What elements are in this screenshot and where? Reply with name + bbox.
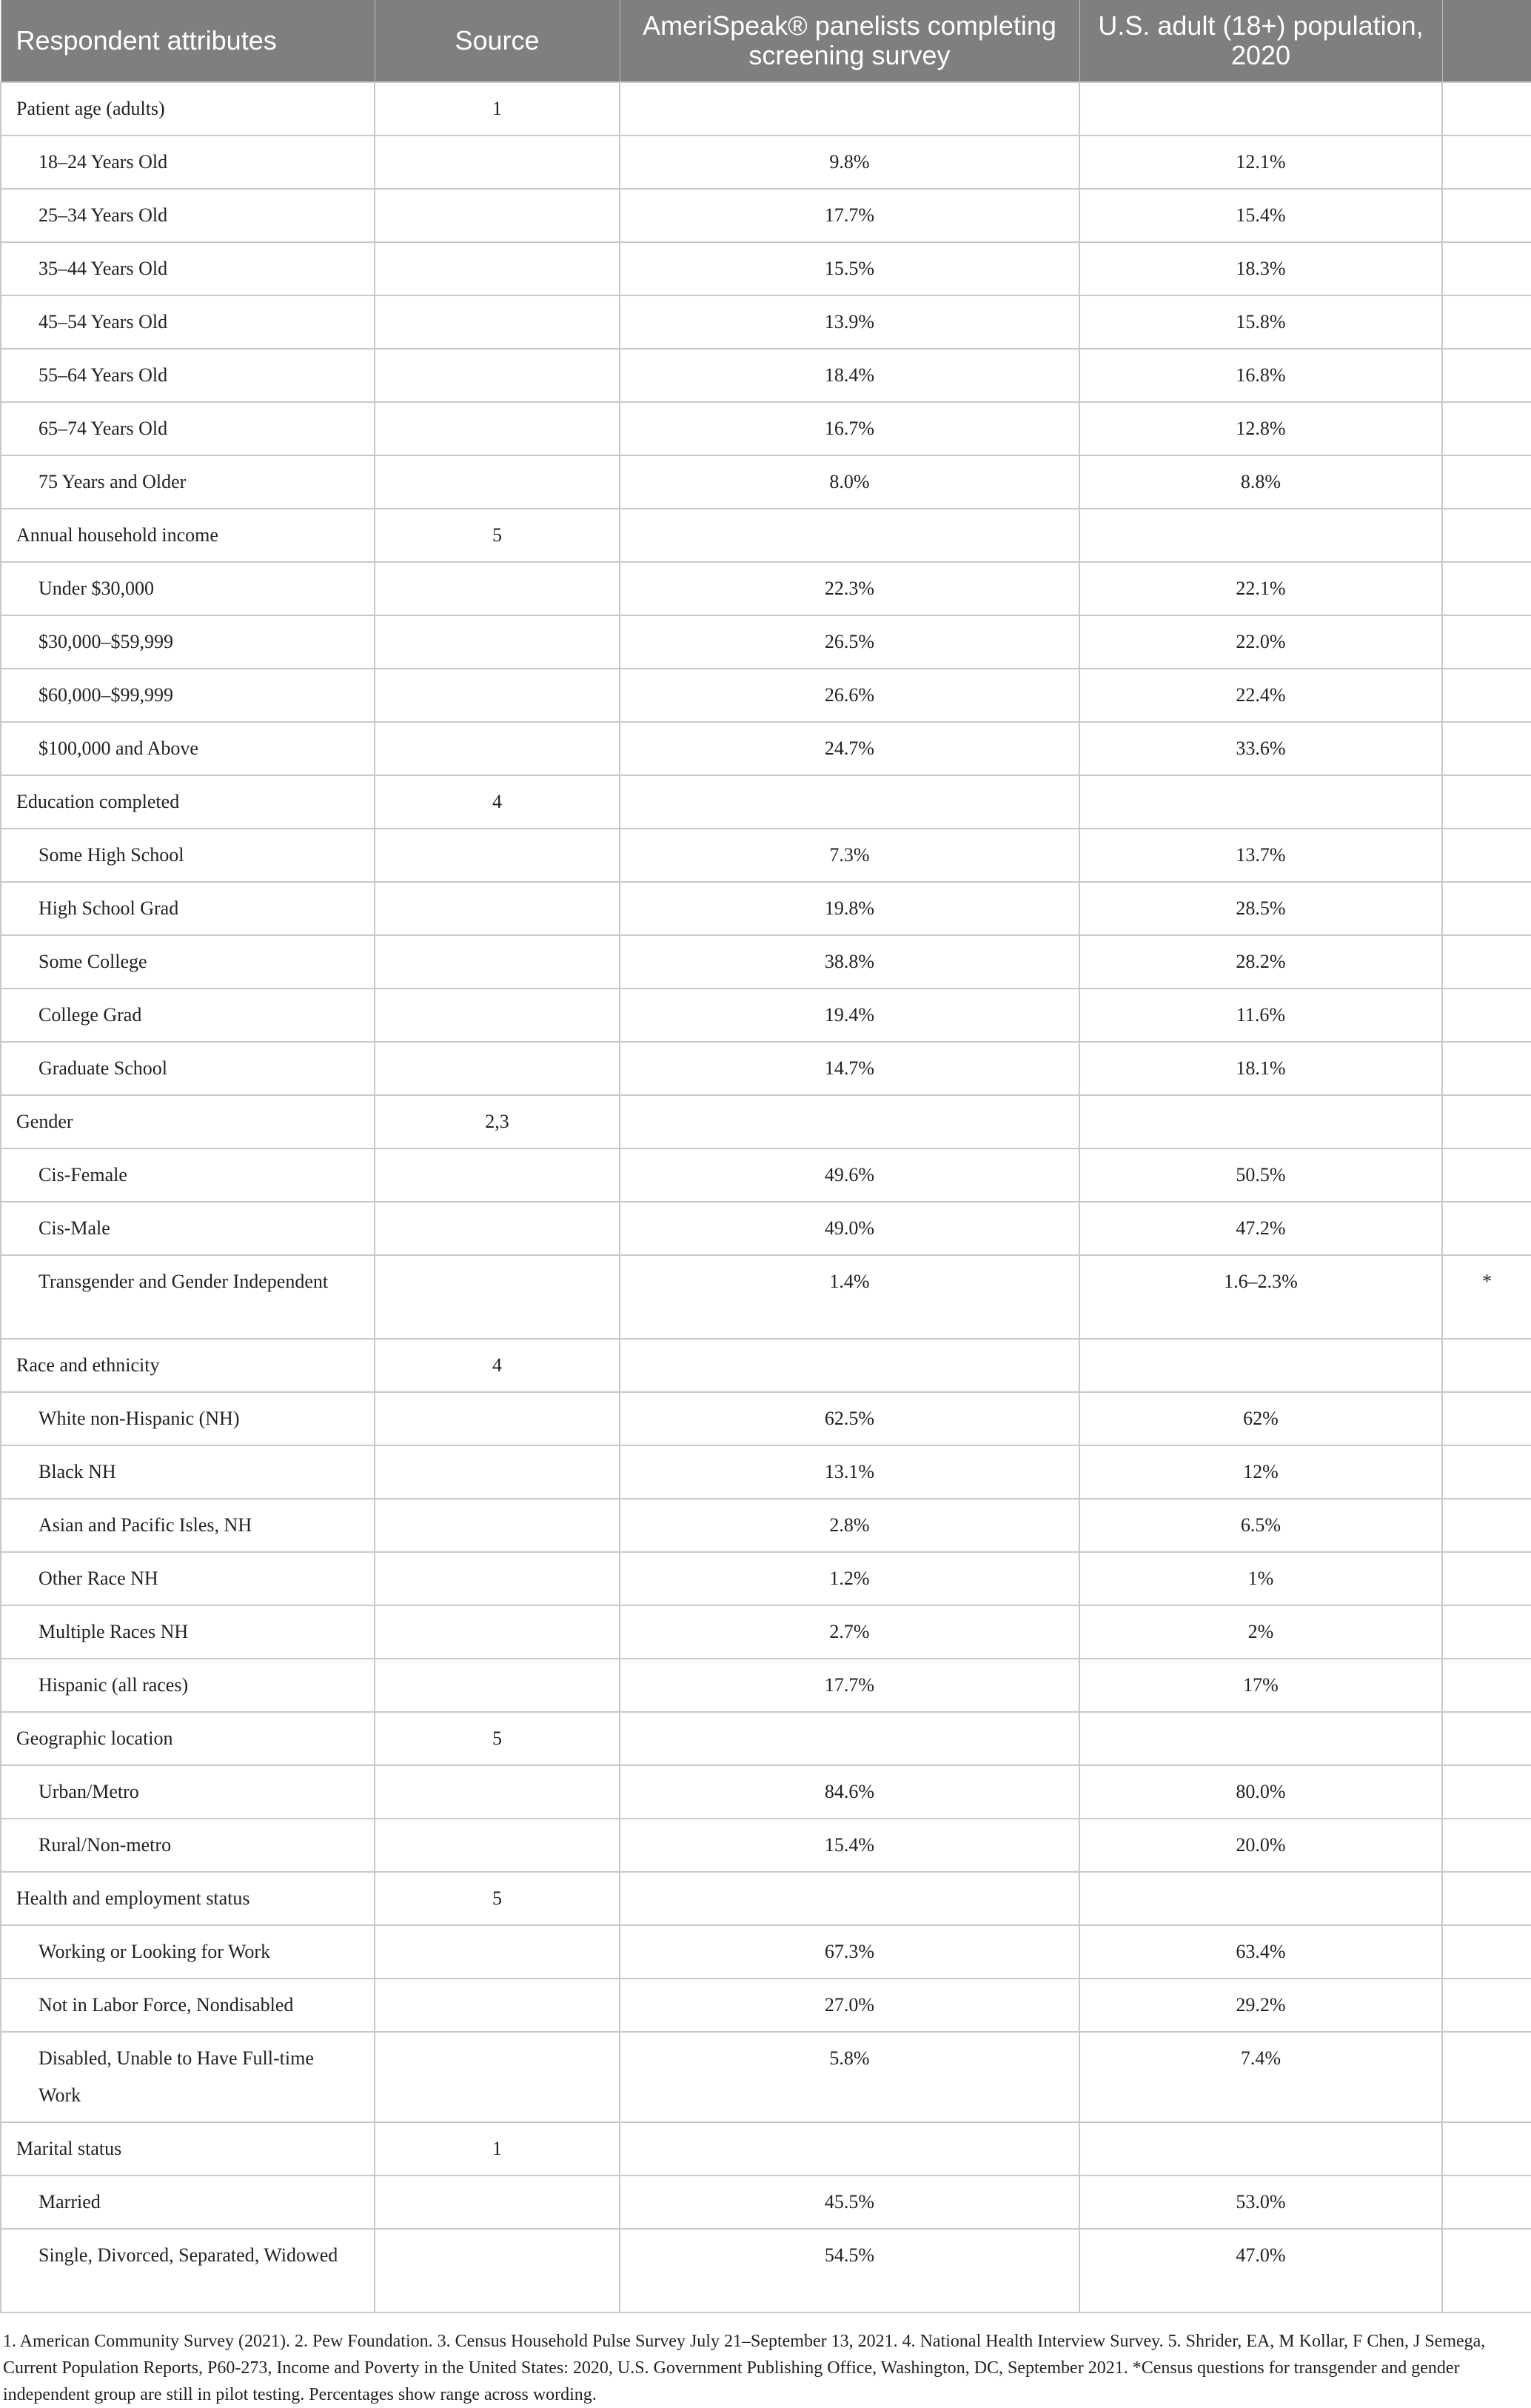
cell-note: *	[1442, 1255, 1531, 1339]
cell-us-population-percent	[1079, 82, 1442, 136]
cell-attribute: Black NH	[1, 1445, 375, 1499]
header-respondent-attributes: Respondent attributes	[1, 0, 375, 82]
cell-us-population-percent: 18.3%	[1079, 242, 1442, 295]
cell-us-population-percent: 13.7%	[1079, 829, 1442, 882]
cell-source: 1	[375, 82, 620, 136]
cell-us-population-percent: 53.0%	[1079, 2175, 1442, 2229]
cell-attribute: Marital status	[1, 2122, 375, 2175]
cell-us-population-percent: 22.4%	[1079, 669, 1442, 722]
cell-panelists-percent: 15.4%	[620, 1819, 1079, 1872]
cell-attribute: High School Grad	[1, 882, 375, 935]
cell-note	[1442, 1872, 1531, 1925]
table-row	[1, 455, 1531, 509]
cell-panelists-percent	[620, 509, 1079, 562]
cell-source: 5	[375, 1712, 620, 1765]
cell-note	[1442, 189, 1531, 242]
cell-us-population-percent	[1079, 1712, 1442, 1765]
cell-source	[375, 562, 620, 615]
cell-panelists-percent	[620, 775, 1079, 829]
cell-us-population-percent: 47.2%	[1079, 1202, 1442, 1255]
cell-panelists-percent: 17.7%	[620, 1659, 1079, 1712]
cell-attribute: Geographic location	[1, 1712, 375, 1765]
table-group-row	[1, 2122, 1531, 2175]
table-row	[1, 1148, 1531, 1202]
table-header	[1, 0, 1531, 82]
cell-us-population-percent: 12.1%	[1079, 136, 1442, 189]
cell-attribute: Some College	[1, 935, 375, 989]
cell-attribute: Not in Labor Force, Nondisabled	[1, 1979, 375, 2032]
cell-attribute: Other Race NH	[1, 1552, 375, 1605]
cell-note	[1442, 402, 1531, 455]
table-row	[1, 829, 1531, 882]
table-row	[1, 402, 1531, 455]
cell-panelists-percent: 18.4%	[620, 349, 1079, 402]
cell-note	[1442, 295, 1531, 349]
cell-us-population-percent	[1079, 1872, 1442, 1925]
cell-note	[1442, 1202, 1531, 1255]
cell-attribute: Education completed	[1, 775, 375, 829]
cell-attribute: $30,000–$59,999	[1, 615, 375, 669]
cell-attribute: Asian and Pacific Isles, NH	[1, 1499, 375, 1552]
cell-note	[1442, 2229, 1531, 2312]
cell-panelists-percent: 13.1%	[620, 1445, 1079, 1499]
table-row	[1, 1552, 1531, 1605]
table-row	[1, 989, 1531, 1042]
header-row	[1, 0, 1531, 82]
cell-attribute: $100,000 and Above	[1, 722, 375, 775]
cell-source	[375, 1552, 620, 1605]
cell-note	[1442, 882, 1531, 935]
table-row	[1, 1979, 1531, 2032]
cell-source: 5	[375, 1872, 620, 1925]
table-row	[1, 1255, 1531, 1339]
cell-attribute: Multiple Races NH	[1, 1605, 375, 1659]
cell-attribute: Cis-Male	[1, 1202, 375, 1255]
cell-us-population-percent	[1079, 775, 1442, 829]
cell-panelists-percent: 7.3%	[620, 829, 1079, 882]
cell-source: 5	[375, 509, 620, 562]
cell-note	[1442, 989, 1531, 1042]
cell-panelists-percent: 45.5%	[620, 2175, 1079, 2229]
table-row	[1, 2229, 1531, 2312]
cell-source	[375, 1392, 620, 1445]
cell-note	[1442, 136, 1531, 189]
table-row	[1, 722, 1531, 775]
cell-source	[375, 829, 620, 882]
cell-us-population-percent: 12.8%	[1079, 402, 1442, 455]
cell-panelists-percent: 9.8%	[620, 136, 1079, 189]
cell-us-population-percent: 20.0%	[1079, 1819, 1442, 1872]
cell-note	[1442, 2032, 1531, 2122]
cell-attribute: Single, Divorced, Separated, Widowed	[1, 2229, 375, 2312]
cell-source	[375, 1445, 620, 1499]
cell-us-population-percent: 47.0%	[1079, 2229, 1442, 2312]
cell-us-population-percent: 12%	[1079, 1445, 1442, 1499]
cell-us-population-percent: 8.8%	[1079, 455, 1442, 509]
cell-panelists-percent: 49.0%	[620, 1202, 1079, 1255]
table-row	[1, 2032, 1531, 2122]
cell-note	[1442, 1445, 1531, 1499]
cell-us-population-percent: 1%	[1079, 1552, 1442, 1605]
cell-panelists-percent: 1.2%	[620, 1552, 1079, 1605]
cell-panelists-percent: 17.7%	[620, 189, 1079, 242]
cell-panelists-percent: 49.6%	[620, 1148, 1079, 1202]
cell-panelists-percent	[620, 82, 1079, 136]
cell-us-population-percent: 15.8%	[1079, 295, 1442, 349]
table-row	[1, 1925, 1531, 1979]
cell-note	[1442, 1552, 1531, 1605]
cell-panelists-percent: 15.5%	[620, 242, 1079, 295]
cell-attribute: Graduate School	[1, 1042, 375, 1095]
table-footnote: 1. American Community Survey (2021). 2. Pew Foundation. 3. Census Household Pulse Survey July 21–September 13, 2021. 4. National Health Interview Survey. 5. Shrider, EA, M Kollar, F Chen, J Semega, Current Population Reports, P60-273, Income and Poverty in the United States: 2020, U.S. Government Publishing Office, Washington, DC, September 2021. *Census questions for transgender and gender independent group are still in pilot testing. Percentages show range across wording.	[3, 2332, 1486, 2404]
cell-attribute: 75 Years and Older	[1, 455, 375, 509]
table-row	[1, 1659, 1531, 1712]
cell-us-population-percent: 7.4%	[1079, 2032, 1442, 2122]
table-row	[1, 669, 1531, 722]
cell-note	[1442, 1712, 1531, 1765]
cell-us-population-percent: 17%	[1079, 1659, 1442, 1712]
table-group-row	[1, 1872, 1531, 1925]
cell-source	[375, 882, 620, 935]
table-group-row	[1, 1712, 1531, 1765]
cell-us-population-percent	[1079, 2122, 1442, 2175]
cell-panelists-percent: 16.7%	[620, 402, 1079, 455]
cell-source	[375, 669, 620, 722]
cell-panelists-percent	[620, 1712, 1079, 1765]
cell-panelists-percent	[620, 2122, 1079, 2175]
cell-note	[1442, 1659, 1531, 1712]
cell-note	[1442, 615, 1531, 669]
cell-source	[375, 242, 620, 295]
cell-attribute: Race and ethnicity	[1, 1339, 375, 1392]
cell-source: 4	[375, 1339, 620, 1392]
cell-note	[1442, 1765, 1531, 1819]
cell-source	[375, 1659, 620, 1712]
header-source: Source	[375, 0, 620, 82]
cell-attribute: Patient age (adults)	[1, 82, 375, 136]
cell-note	[1442, 509, 1531, 562]
cell-attribute: Urban/Metro	[1, 1765, 375, 1819]
cell-attribute: 65–74 Years Old	[1, 402, 375, 455]
cell-panelists-percent: 1.4%	[620, 1255, 1079, 1339]
cell-source	[375, 722, 620, 775]
cell-panelists-percent: 38.8%	[620, 935, 1079, 989]
cell-note	[1442, 2122, 1531, 2175]
cell-us-population-percent: 28.2%	[1079, 935, 1442, 989]
cell-note	[1442, 1148, 1531, 1202]
cell-source	[375, 1499, 620, 1552]
cell-source	[375, 1979, 620, 2032]
cell-panelists-percent: 19.8%	[620, 882, 1079, 935]
cell-note	[1442, 1925, 1531, 1979]
cell-attribute: College Grad	[1, 989, 375, 1042]
cell-attribute: 25–34 Years Old	[1, 189, 375, 242]
table-group-row	[1, 1095, 1531, 1148]
cell-note	[1442, 1339, 1531, 1392]
cell-attribute: 45–54 Years Old	[1, 295, 375, 349]
cell-attribute: White non-Hispanic (NH)	[1, 1392, 375, 1445]
cell-panelists-percent: 62.5%	[620, 1392, 1079, 1445]
cell-panelists-percent: 84.6%	[620, 1765, 1079, 1819]
cell-source	[375, 615, 620, 669]
cell-attribute: Disabled, Unable to Have Full-time Work	[1, 2032, 375, 2122]
cell-note	[1442, 455, 1531, 509]
cell-panelists-percent: 19.4%	[620, 989, 1079, 1042]
cell-us-population-percent: 16.8%	[1079, 349, 1442, 402]
cell-panelists-percent: 5.8%	[620, 2032, 1079, 2122]
header-notes	[1442, 0, 1531, 82]
table-row	[1, 1765, 1531, 1819]
cell-panelists-percent: 54.5%	[620, 2229, 1079, 2312]
cell-source	[375, 2175, 620, 2229]
cell-panelists-percent: 26.6%	[620, 669, 1079, 722]
cell-source: 4	[375, 775, 620, 829]
cell-source: 2,3	[375, 1095, 620, 1148]
cell-attribute: Working or Looking for Work	[1, 1925, 375, 1979]
cell-note	[1442, 1392, 1531, 1445]
cell-source	[375, 2032, 620, 2122]
cell-note	[1442, 242, 1531, 295]
cell-source: 1	[375, 2122, 620, 2175]
cell-us-population-percent: 63.4%	[1079, 1925, 1442, 1979]
cell-panelists-percent: 22.3%	[620, 562, 1079, 615]
cell-us-population-percent: 29.2%	[1079, 1979, 1442, 2032]
cell-panelists-percent	[620, 1339, 1079, 1392]
cell-panelists-percent: 27.0%	[620, 1979, 1079, 2032]
cell-us-population-percent: 80.0%	[1079, 1765, 1442, 1819]
cell-attribute: Under $30,000	[1, 562, 375, 615]
cell-attribute: Some High School	[1, 829, 375, 882]
header-amerispeak-panelists: AmeriSpeak® panelists completing screening survey	[620, 0, 1079, 82]
cell-note	[1442, 349, 1531, 402]
cell-attribute: Rural/Non-metro	[1, 1819, 375, 1872]
cell-us-population-percent: 2%	[1079, 1605, 1442, 1659]
cell-source	[375, 349, 620, 402]
cell-us-population-percent: 50.5%	[1079, 1148, 1442, 1202]
cell-source	[375, 989, 620, 1042]
cell-panelists-percent: 24.7%	[620, 722, 1079, 775]
cell-us-population-percent: 22.1%	[1079, 562, 1442, 615]
table-group-row	[1, 82, 1531, 136]
table-row	[1, 295, 1531, 349]
cell-panelists-percent: 14.7%	[620, 1042, 1079, 1095]
table-row	[1, 242, 1531, 295]
cell-us-population-percent: 11.6%	[1079, 989, 1442, 1042]
table-row	[1, 349, 1531, 402]
cell-us-population-percent	[1079, 509, 1442, 562]
table-row	[1, 1445, 1531, 1499]
table-group-row	[1, 775, 1531, 829]
cell-note	[1442, 562, 1531, 615]
cell-attribute: Hispanic (all races)	[1, 1659, 375, 1712]
cell-panelists-percent: 2.8%	[620, 1499, 1079, 1552]
table-row	[1, 1499, 1531, 1552]
table-group-row	[1, 509, 1531, 562]
table-row	[1, 189, 1531, 242]
header-us-adult-population: U.S. adult (18+) population, 2020	[1079, 0, 1442, 82]
table-row	[1, 1202, 1531, 1255]
cell-source	[375, 1042, 620, 1095]
cell-panelists-percent: 26.5%	[620, 615, 1079, 669]
table-row	[1, 136, 1531, 189]
cell-attribute: 55–64 Years Old	[1, 349, 375, 402]
cell-us-population-percent	[1079, 1339, 1442, 1392]
cell-attribute: 18–24 Years Old	[1, 136, 375, 189]
table-row	[1, 1392, 1531, 1445]
cell-source	[375, 1819, 620, 1872]
cell-attribute: Married	[1, 2175, 375, 2229]
table-row	[1, 1042, 1531, 1095]
cell-note	[1442, 1042, 1531, 1095]
table-row	[1, 1819, 1531, 1872]
cell-us-population-percent: 18.1%	[1079, 1042, 1442, 1095]
cell-note	[1442, 1819, 1531, 1872]
cell-note	[1442, 935, 1531, 989]
cell-note	[1442, 829, 1531, 882]
cell-panelists-percent: 67.3%	[620, 1925, 1079, 1979]
cell-source	[375, 189, 620, 242]
table-row	[1, 935, 1531, 989]
cell-panelists-percent: 8.0%	[620, 455, 1079, 509]
cell-attribute: Cis-Female	[1, 1148, 375, 1202]
cell-us-population-percent: 1.6–2.3%	[1079, 1255, 1442, 1339]
cell-source	[375, 295, 620, 349]
cell-us-population-percent: 28.5%	[1079, 882, 1442, 935]
cell-attribute: Transgender and Gender Independent	[1, 1255, 375, 1339]
table-group-row	[1, 1339, 1531, 1392]
cell-us-population-percent: 33.6%	[1079, 722, 1442, 775]
cell-source	[375, 1148, 620, 1202]
cell-us-population-percent	[1079, 1095, 1442, 1148]
cell-source	[375, 1605, 620, 1659]
table-row	[1, 615, 1531, 669]
cell-note	[1442, 775, 1531, 829]
cell-source	[375, 455, 620, 509]
cell-note	[1442, 1095, 1531, 1148]
table-row	[1, 2175, 1531, 2229]
table-row	[1, 1605, 1531, 1659]
cell-note	[1442, 2175, 1531, 2229]
cell-note	[1442, 1979, 1531, 2032]
table-row	[1, 882, 1531, 935]
cell-attribute: $60,000–$99,999	[1, 669, 375, 722]
cell-source	[375, 1765, 620, 1819]
cell-source	[375, 1925, 620, 1979]
cell-us-population-percent: 22.0%	[1079, 615, 1442, 669]
cell-source	[375, 136, 620, 189]
cell-note	[1442, 82, 1531, 136]
cell-panelists-percent	[620, 1872, 1079, 1925]
cell-source	[375, 2229, 620, 2312]
cell-source	[375, 402, 620, 455]
cell-attribute: Annual household income	[1, 509, 375, 562]
cell-us-population-percent: 15.4%	[1079, 189, 1442, 242]
cell-attribute: Health and employment status	[1, 1872, 375, 1925]
cell-note	[1442, 1605, 1531, 1659]
cell-note	[1442, 1499, 1531, 1552]
cell-source	[375, 1202, 620, 1255]
cell-source	[375, 1255, 620, 1339]
cell-us-population-percent: 6.5%	[1079, 1499, 1442, 1552]
cell-source	[375, 935, 620, 989]
table-row	[1, 562, 1531, 615]
cell-panelists-percent	[620, 1095, 1079, 1148]
table-body	[1, 82, 1531, 2312]
cell-note	[1442, 669, 1531, 722]
cell-us-population-percent: 62%	[1079, 1392, 1442, 1445]
cell-attribute: Gender	[1, 1095, 375, 1148]
cell-note	[1442, 722, 1531, 775]
cell-panelists-percent: 13.9%	[620, 295, 1079, 349]
cell-panelists-percent: 2.7%	[620, 1605, 1079, 1659]
cell-attribute: 35–44 Years Old	[1, 242, 375, 295]
